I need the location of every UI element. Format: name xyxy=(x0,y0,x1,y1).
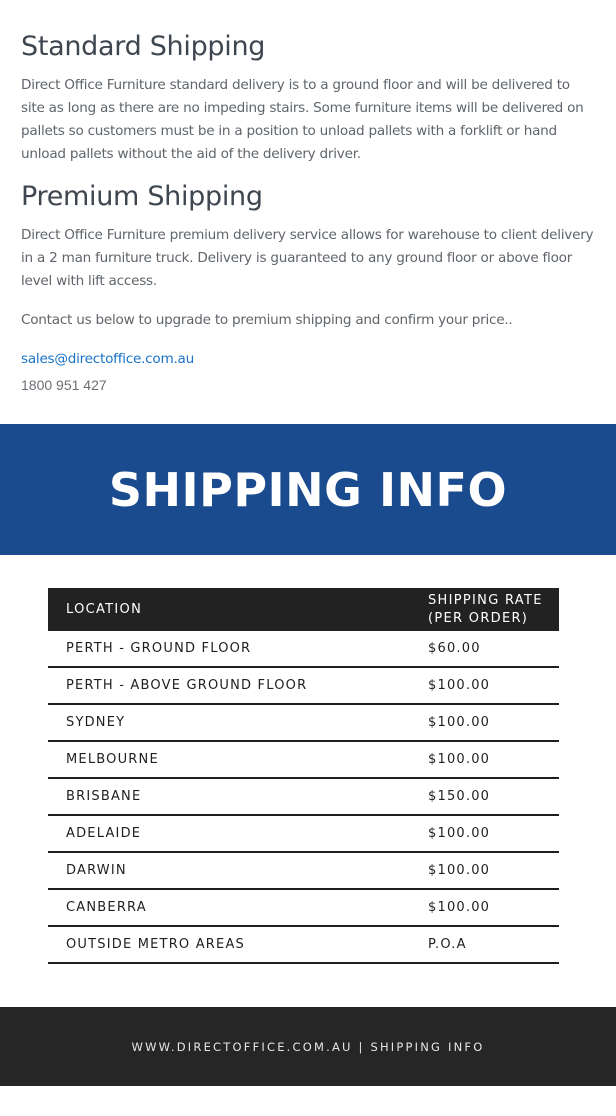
shipping-table-section xyxy=(0,555,616,1007)
location-cell: CANBERRA xyxy=(48,889,428,926)
rate-cell: $150.00 xyxy=(428,778,559,815)
rate-cell: $100.00 xyxy=(428,741,559,778)
table-row xyxy=(48,778,559,815)
shipping-rates-table xyxy=(48,588,559,964)
rate-header-line2: (PER ORDER) xyxy=(428,610,529,626)
shipping-info-banner xyxy=(0,424,616,555)
standard-shipping-text: Direct Office Furniture standard delivery is to a ground floor and will be delivered to site as long as there are no impeding stairs. Some furniture items will be delivered on pallets so customers must be in a position to unload pallets with a forklift or hand unload pallets without the aid of the delivery driver. xyxy=(21,77,584,162)
table-row xyxy=(48,667,559,704)
table-header-row xyxy=(48,588,559,631)
table-row xyxy=(48,704,559,741)
location-cell: SYDNEY xyxy=(48,704,428,741)
contact-text: Contact us below to upgrade to premium shipping and confirm your price.. xyxy=(21,312,513,328)
rate-header-line1: SHIPPING RATE xyxy=(428,592,543,608)
rate-cell: $100.00 xyxy=(428,889,559,926)
location-cell: MELBOURNE xyxy=(48,741,428,778)
table-row xyxy=(48,889,559,926)
rate-cell: $60.00 xyxy=(428,631,559,667)
premium-shipping-text: Direct Office Furniture premium delivery service allows for warehouse to client delivery in a 2 man furniture truck. Delivery is guaranteed to any ground floor or above floor level with lift access. xyxy=(21,227,594,289)
sales-email-link[interactable]: sales@directoffice.com.au xyxy=(21,351,194,367)
table-row xyxy=(48,741,559,778)
rate-cell: $100.00 xyxy=(428,815,559,852)
table-row xyxy=(48,926,559,963)
table-row xyxy=(48,815,559,852)
location-cell: DARWIN xyxy=(48,852,428,889)
page-footer xyxy=(0,1007,616,1086)
rate-cell: P.O.A xyxy=(428,926,559,963)
table-body xyxy=(48,631,559,963)
standard-shipping-heading: Standard Shipping xyxy=(21,31,266,62)
table-row xyxy=(48,852,559,889)
location-cell: BRISBANE xyxy=(48,778,428,815)
footer-text: WWW.DIRECTOFFICE.COM.AU | SHIPPING INFO xyxy=(131,1039,485,1054)
location-cell: PERTH - GROUND FLOOR xyxy=(48,631,428,667)
location-cell: OUTSIDE METRO AREAS xyxy=(48,926,428,963)
premium-shipping-heading: Premium Shipping xyxy=(21,181,263,212)
rate-cell: $100.00 xyxy=(428,852,559,889)
location-cell: PERTH - ABOVE GROUND FLOOR xyxy=(48,667,428,704)
rate-cell: $100.00 xyxy=(428,667,559,704)
phone-number[interactable]: 1800 951 427 xyxy=(21,377,107,393)
location-column-header: LOCATION xyxy=(66,601,143,617)
rate-cell: $100.00 xyxy=(428,704,559,741)
shipping-content xyxy=(0,0,616,424)
banner-title: SHIPPING INFO xyxy=(108,462,508,517)
shipping-rate-column-header xyxy=(428,588,559,631)
table-row xyxy=(48,631,559,667)
location-cell: ADELAIDE xyxy=(48,815,428,852)
